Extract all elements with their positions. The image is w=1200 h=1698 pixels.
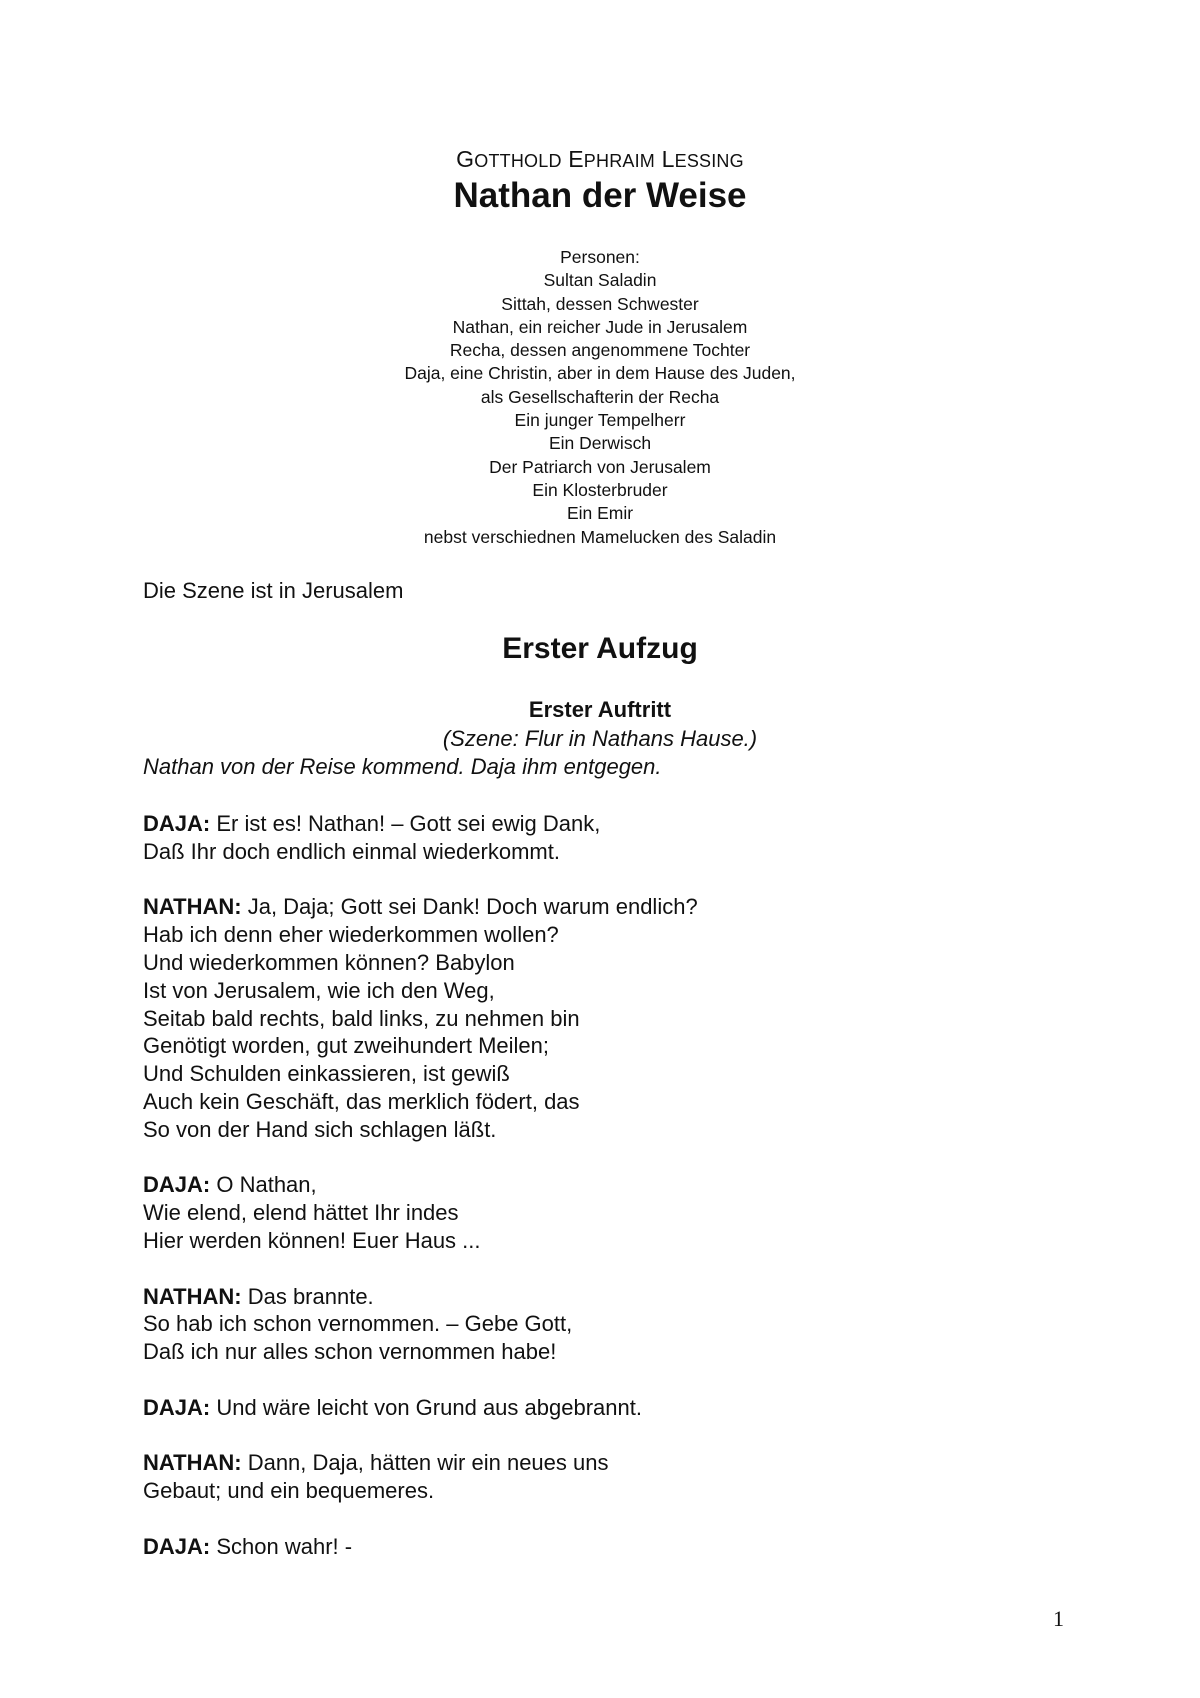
speech-line: Genötigt worden, gut zweihundert Meilen;: [143, 1033, 550, 1059]
speech-line: Hab ich denn eher wiederkommen wollen?: [143, 922, 559, 948]
scene-place: (Szene: Flur in Nathans Hause.): [442, 726, 758, 751]
speech-line: Und Schulden einkassieren, ist gewiß: [143, 1061, 510, 1087]
cast-member: Nathan, ein reicher Jude in Jerusalem: [452, 316, 748, 337]
stage-direction: Nathan von der Reise kommend. Daja ihm entgegen.: [143, 754, 662, 779]
cast-member: Ein Derwisch: [548, 433, 652, 454]
speaker-name: DAJA:: [143, 1172, 211, 1198]
page-number: 1: [1053, 1606, 1064, 1631]
author-first-name: GOTTHOLD: [456, 146, 562, 172]
cast-member: als Gesellschafterin der Recha: [480, 386, 720, 407]
cast-member: Ein Klosterbruder: [532, 479, 668, 500]
author-name: [0, 146, 1200, 173]
speech-line: Und wiederkommen können? Babylon: [143, 949, 515, 975]
speech-line: Auch kein Geschäft, das merklich födert, das: [143, 1088, 580, 1114]
speech-line: NATHAN: Ja, Daja; Gott sei Dank! Doch warum endlich?: [143, 894, 698, 920]
speech-block: [143, 1449, 1143, 1505]
speaker-name: NATHAN:: [143, 1450, 242, 1476]
speaker-name: DAJA:: [143, 811, 211, 836]
cast-member: Daja, eine Christin, aber in dem Hause des Juden,: [404, 363, 796, 384]
speech-block: [143, 1283, 1143, 1366]
speech-line: NATHAN: Das brannte.: [143, 1283, 374, 1309]
speech-line: Wie elend, elend hättet Ihr indes: [143, 1200, 459, 1226]
author-middle-name: EPHRAIM: [568, 146, 656, 172]
play-title: Nathan der Weise: [453, 176, 747, 215]
speech-block: [143, 893, 1143, 1143]
cast-member: Der Patriarch von Jerusalem: [489, 456, 711, 477]
cast-heading: Personen:: [560, 247, 640, 267]
speech-line: Seitab bald rechts, bald links, zu nehmen bin: [143, 1005, 580, 1031]
scene-title: Erster Auftritt: [528, 697, 672, 722]
cast-member: Sultan Saladin: [543, 270, 657, 291]
speech-line: DAJA: Und wäre leicht von Grund aus abgebrannt.: [143, 1394, 642, 1420]
cast-member: nebst verschiednen Mamelucken des Saladin: [423, 526, 777, 547]
speech-block: [143, 810, 1143, 866]
act-title: Erster Aufzug: [502, 632, 698, 665]
speaker-name: DAJA:: [143, 1394, 211, 1420]
cast-list: [0, 246, 1200, 549]
speech-line: So von der Hand sich schlagen läßt.: [143, 1116, 497, 1142]
speech-line: DAJA: Schon wahr! -: [143, 1533, 353, 1559]
speech-block: [143, 1394, 1143, 1422]
speech-block: [143, 1533, 1143, 1561]
speech-line: NATHAN: Dann, Daja, hätten wir ein neues uns: [143, 1450, 609, 1476]
cast-member: Sittah, dessen Schwester: [501, 293, 699, 314]
speaker-name: DAJA:: [143, 1533, 211, 1559]
speech-line: So hab ich schon vernommen. – Gebe Gott,: [143, 1311, 573, 1337]
author-last-name: LESSING: [661, 146, 744, 172]
speaker-name: NATHAN:: [143, 1283, 242, 1309]
speaker-name: NATHAN:: [143, 894, 242, 920]
cast-member: Ein junger Tempelherr: [514, 410, 686, 431]
speech-line: DAJA: O Nathan,: [143, 1172, 317, 1198]
speech-line: Daß ich nur alles schon vernommen habe!: [143, 1339, 557, 1365]
speech-line: Hier werden können! Euer Haus ...: [143, 1227, 481, 1253]
speech-block: [143, 1171, 1143, 1254]
speech-line: DAJA: Er ist es! Nathan! – Gott sei ewig Dank,: [143, 811, 601, 836]
cast-member: Recha, dessen angenommene Tochter: [449, 340, 751, 361]
speech-line: Daß Ihr doch endlich einmal wiederkommt.: [143, 838, 560, 864]
speech-line: Ist von Jerusalem, wie ich den Weg,: [143, 977, 495, 1003]
speech-line: Gebaut; und ein bequemeres.: [143, 1478, 435, 1504]
setting-note: Die Szene ist in Jerusalem: [143, 578, 404, 603]
cast-member: Ein Emir: [566, 503, 634, 524]
dialogue: [143, 810, 1143, 1588]
